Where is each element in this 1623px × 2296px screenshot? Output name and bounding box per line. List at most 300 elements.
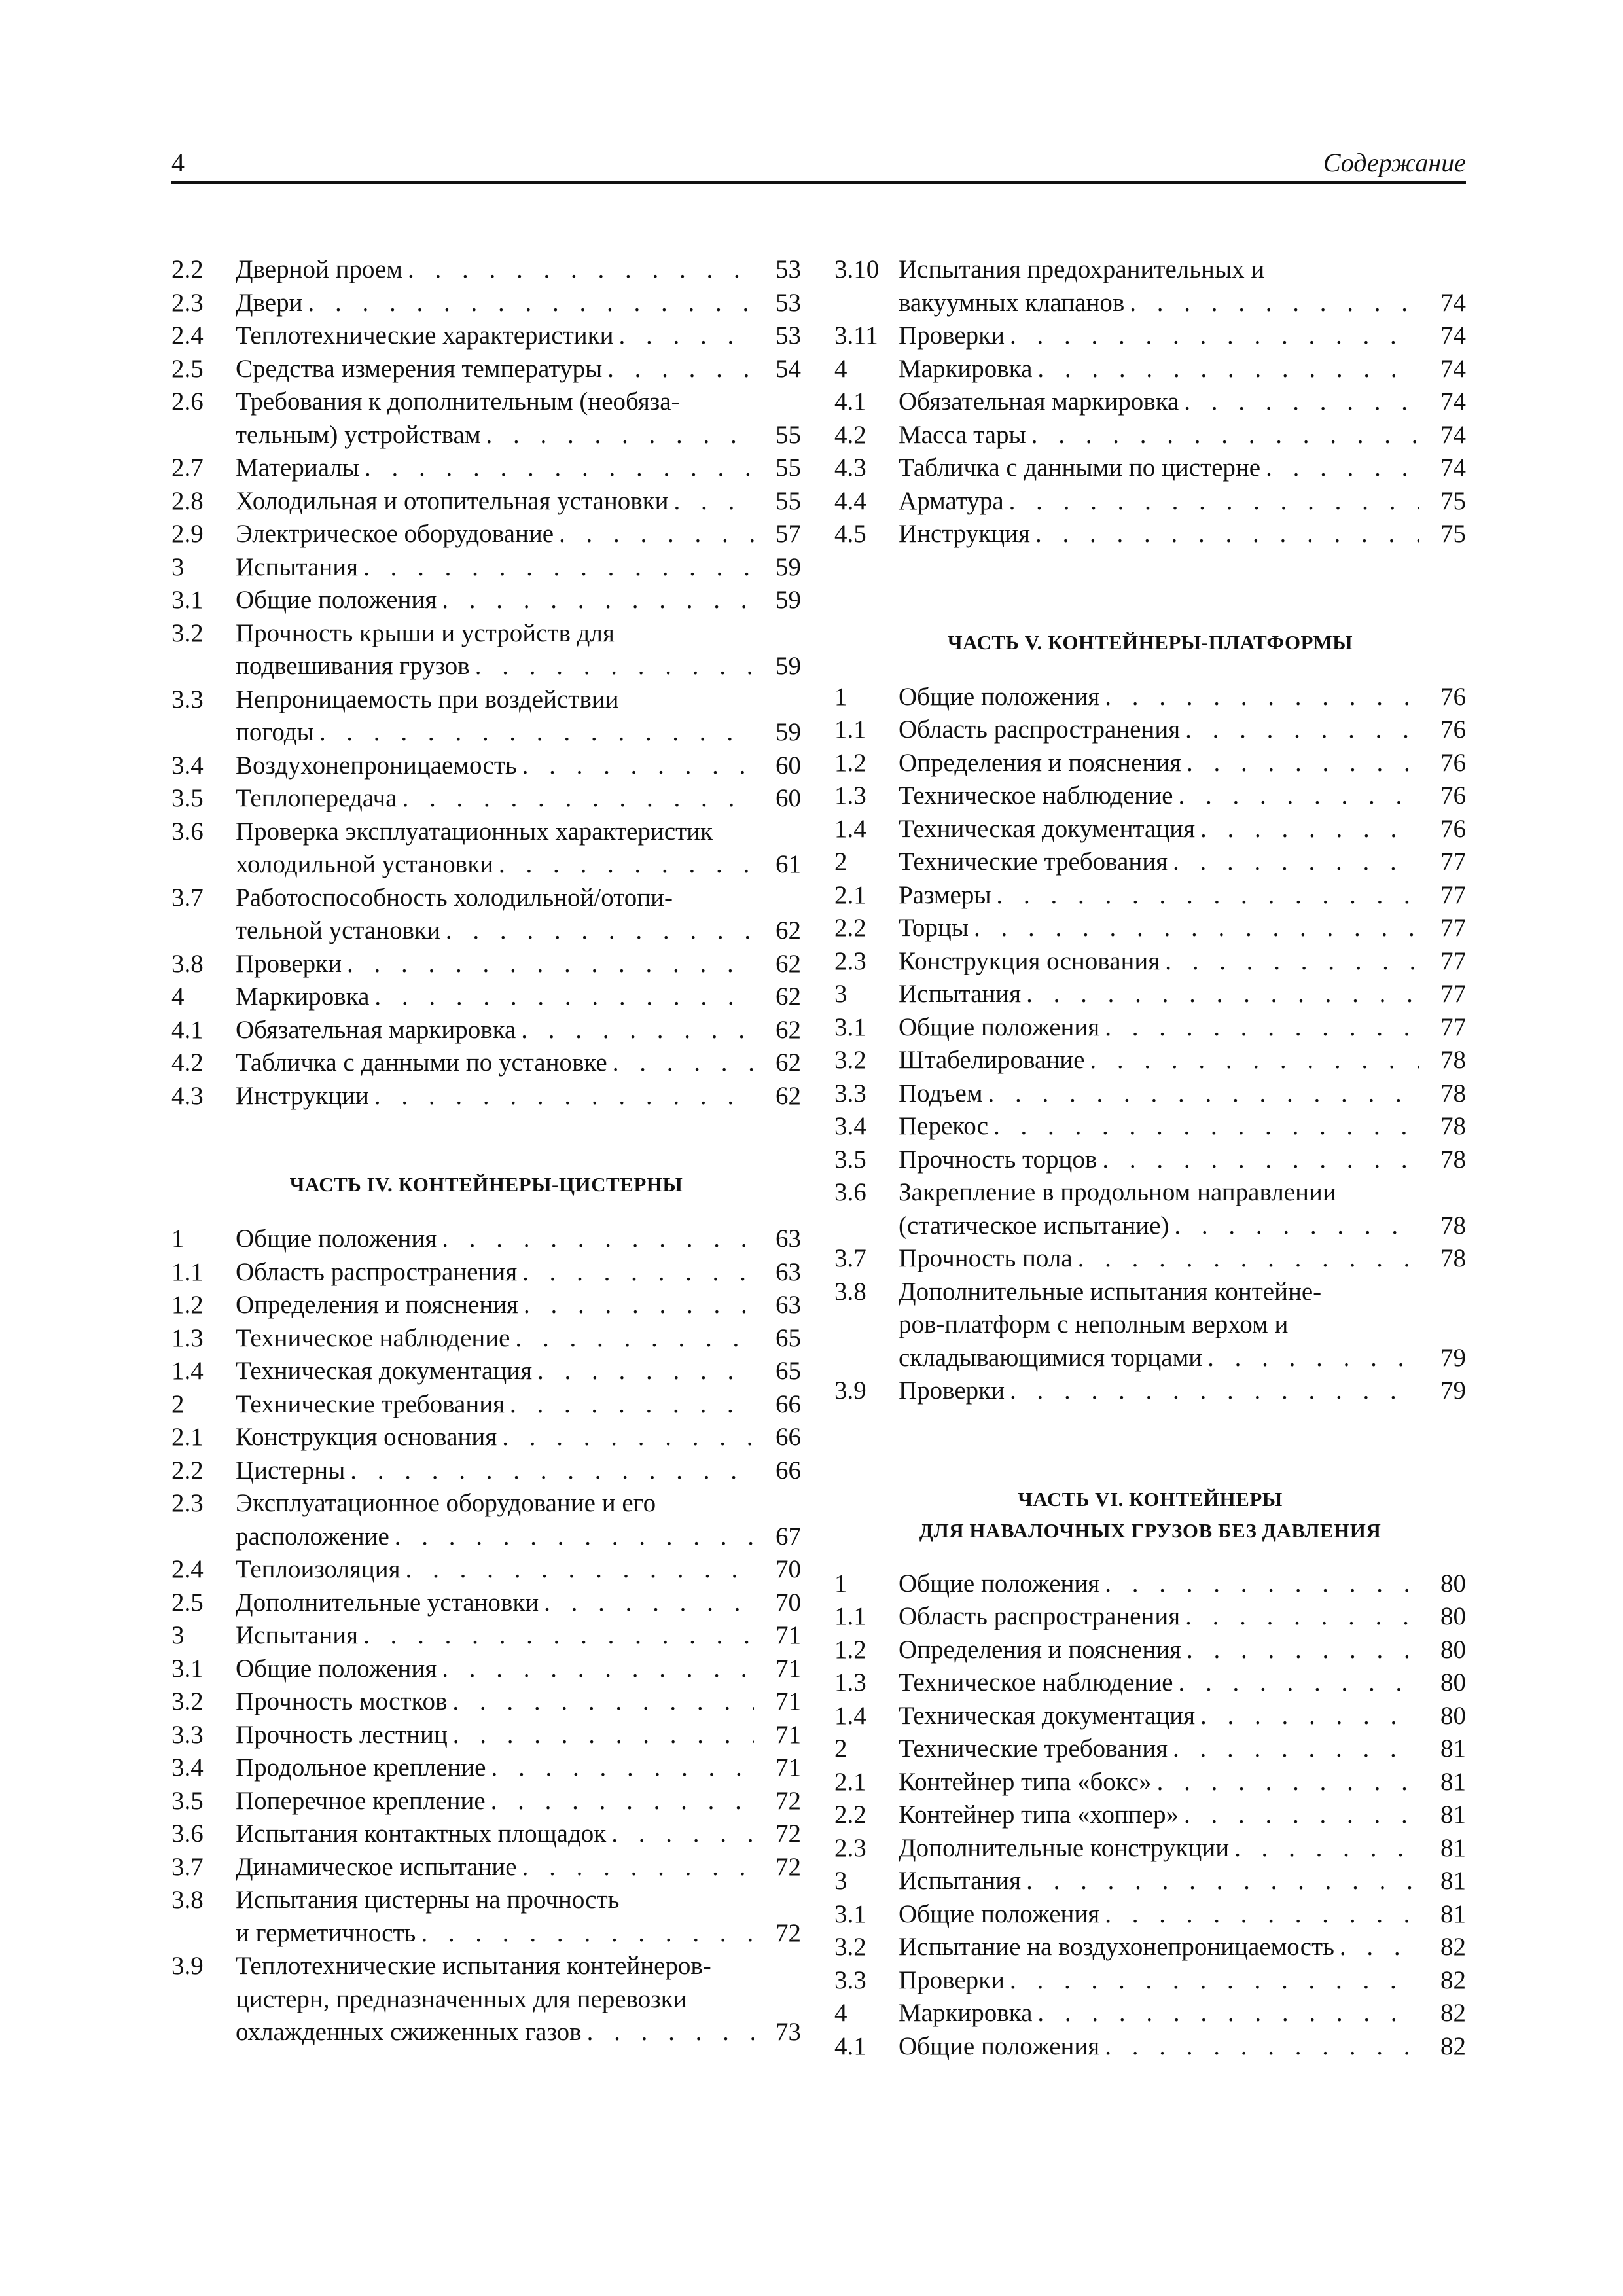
toc-entry-title-line — [899, 978, 1419, 1011]
toc-entry-title-line — [236, 1785, 754, 1818]
toc-entry — [171, 1014, 801, 1047]
dot-leader — [1195, 813, 1419, 846]
toc-entry-title-line — [236, 716, 754, 749]
toc-entry-title-text: Арматура — [899, 486, 1004, 515]
toc-entry — [171, 948, 801, 981]
toc-entry — [834, 1276, 1466, 1375]
toc-entry — [171, 584, 801, 617]
toc-entry-number: 2.2 — [171, 255, 204, 283]
toc-entry-page: 82 — [1440, 1965, 1466, 1994]
toc-entry-page: 59 — [776, 586, 801, 614]
toc-entry-title-text: Проверки — [236, 949, 342, 978]
toc-entry-title — [899, 1600, 1419, 1634]
toc-entry-number: 3.3 — [834, 1079, 866, 1107]
toc-entry-title-line — [899, 518, 1419, 551]
toc-entry-title — [236, 948, 754, 981]
toc-entry-title-text: Табличка с данными по установке — [236, 1049, 607, 1077]
toc-entry — [834, 1964, 1466, 1998]
toc-entry-page: 73 — [776, 2018, 801, 2046]
toc-entry-number: 4.2 — [834, 420, 866, 449]
toc-entry-title-line — [236, 518, 754, 551]
toc-list-continued-right — [834, 253, 1466, 551]
dot-leader — [607, 1047, 754, 1080]
toc-entry-page: 63 — [776, 1257, 801, 1286]
toc-entry-title — [236, 1289, 754, 1322]
toc-entry-title-text: холодильной установки — [236, 850, 494, 878]
dot-leader — [983, 1077, 1419, 1111]
toc-list-part-5 — [834, 681, 1466, 1408]
toc-entry — [171, 452, 801, 485]
toc-entry-title — [236, 749, 754, 783]
toc-entry — [171, 980, 801, 1014]
toc-entry-page: 80 — [1440, 1602, 1466, 1630]
toc-entry-page: 59 — [776, 718, 801, 746]
toc-entry-number: 2 — [834, 1734, 847, 1763]
toc-entry-title-line — [899, 1011, 1419, 1045]
toc-entry-number: 3.1 — [171, 586, 204, 614]
toc-entry-title-line — [899, 747, 1419, 780]
dot-leader — [991, 879, 1419, 912]
toc-entry-title-line — [236, 1619, 754, 1653]
toc-entry-title-text: Перекос — [899, 1112, 989, 1140]
toc-entry-title-text: Испытания контактных площадок — [236, 1820, 607, 1848]
toc-entry-title-line — [899, 1044, 1419, 1077]
toc-entry-number: 3.5 — [171, 1786, 204, 1815]
dot-leader — [358, 551, 754, 584]
toc-entry-title-text: Техническая документация — [899, 814, 1196, 843]
toc-entry-page: 77 — [1440, 914, 1466, 942]
toc-entry — [834, 1865, 1466, 1898]
toc-entry-title — [899, 253, 1419, 319]
toc-entry-title — [236, 683, 754, 749]
toc-entry-title-line — [899, 1865, 1419, 1898]
toc-entry-page: 65 — [776, 1357, 801, 1385]
toc-entry-title — [899, 386, 1419, 419]
toc-entry-title-line — [236, 948, 754, 981]
toc-entry-title-line — [899, 1666, 1419, 1700]
toc-entry-title — [899, 1666, 1419, 1700]
toc-entry-title-line — [899, 1799, 1419, 1832]
toc-entry-number: 3.1 — [171, 1654, 204, 1683]
toc-entry — [834, 1077, 1466, 1111]
dot-leader — [397, 782, 754, 816]
toc-entry-title — [236, 1388, 754, 1422]
toc-entry-number: 1.1 — [171, 1257, 204, 1286]
toc-entry-title — [899, 1044, 1419, 1077]
dot-leader — [1005, 1374, 1419, 1408]
toc-entry-title — [899, 1832, 1419, 1865]
toc-entry — [834, 1732, 1466, 1766]
toc-entry-title-line: цистерн, предназначенных для перевозки — [236, 1984, 687, 2013]
toc-entry-title-text: Определения и пояснения — [236, 1291, 519, 1319]
toc-entry-title — [236, 1950, 754, 2049]
toc-entry-title-line — [236, 1047, 754, 1080]
toc-entry-title — [899, 1898, 1419, 1931]
toc-entry-title-text: Теплотехнические характеристики — [236, 321, 614, 350]
toc-entry-title — [236, 485, 754, 518]
toc-list-continued — [171, 253, 801, 1113]
toc-entry-title — [236, 353, 754, 386]
dot-leader — [402, 253, 754, 287]
toc-entry — [834, 1110, 1466, 1143]
toc-entry-title — [899, 353, 1419, 386]
toc-entry-title-line — [236, 1653, 754, 1686]
toc-entry-page: 76 — [1440, 715, 1466, 744]
toc-entry-title-line — [899, 1931, 1419, 1964]
toc-entry-title — [899, 1143, 1419, 1177]
toc-entry — [834, 1666, 1466, 1700]
toc-entry-title-line — [899, 713, 1419, 747]
toc-entry — [834, 945, 1466, 978]
toc-entry-title-line — [899, 1898, 1419, 1931]
toc-entry — [171, 253, 801, 287]
toc-entry-page: 57 — [776, 520, 801, 548]
running-header — [171, 141, 1466, 184]
toc-entry-title-line — [899, 386, 1419, 419]
toc-entry-number: 4.3 — [834, 454, 866, 482]
toc-entry — [171, 782, 801, 816]
toc-entry-title-line — [236, 980, 754, 1014]
toc-entry-page: 72 — [776, 1820, 801, 1848]
toc-entry-number: 3.2 — [834, 1933, 866, 1961]
toc-entry — [834, 912, 1466, 945]
dot-leader — [1152, 1766, 1419, 1799]
toc-entry-page: 55 — [776, 420, 801, 449]
toc-entry-page: 77 — [1440, 880, 1466, 909]
toc-entry-number: 3.6 — [171, 817, 204, 846]
toc-entry-title-line — [236, 353, 754, 386]
toc-entry-page: 62 — [776, 916, 801, 944]
toc-entry-title-line: Испытания цистерны на прочность — [236, 1886, 620, 1914]
toc-entry-title — [236, 1454, 754, 1488]
toc-entry-title — [899, 518, 1419, 551]
toc-entry-title-line: Проверка эксплуатационных характеристик — [236, 817, 713, 846]
dot-leader — [1168, 846, 1419, 879]
toc-entry-title-text: Маркировка — [899, 1999, 1033, 2027]
dot-leader — [518, 1289, 754, 1322]
toc-entry-page: 61 — [776, 850, 801, 878]
toc-entry-title — [899, 2030, 1419, 2064]
dot-leader — [554, 518, 754, 551]
toc-entry-number: 3.3 — [171, 1720, 204, 1749]
toc-entry — [171, 1851, 801, 1884]
toc-entry-number: 2.2 — [834, 1801, 866, 1829]
dot-leader — [358, 1619, 754, 1653]
toc-entry-page: 55 — [776, 486, 801, 515]
toc-entry-title — [899, 1077, 1419, 1111]
toc-entry-title-line — [899, 912, 1419, 945]
toc-entry-number: 3.8 — [171, 949, 204, 978]
toc-entry-number: 4 — [171, 982, 185, 1011]
toc-entry — [171, 1950, 801, 2049]
toc-entry-page: 80 — [1440, 1635, 1466, 1664]
toc-entry-page: 74 — [1440, 354, 1466, 383]
toc-entry-title-text: вакуумных клапанов — [899, 288, 1125, 317]
toc-entry — [834, 978, 1466, 1011]
toc-entry-page: 76 — [1440, 781, 1466, 810]
toc-entry-title-text: Электрическое оборудование — [236, 520, 554, 548]
toc-entry-title — [899, 1276, 1419, 1375]
toc-entry — [171, 1653, 801, 1686]
toc-entry — [171, 1223, 801, 1256]
toc-entry — [171, 386, 801, 452]
toc-entry-title-text: Область распространения — [236, 1257, 518, 1286]
toc-entry — [834, 1898, 1466, 1931]
toc-entry-title-line — [236, 1685, 754, 1719]
toc-entry-title-line — [236, 1355, 754, 1388]
toc-entry-page: 74 — [1440, 387, 1466, 416]
toc-entry — [834, 813, 1466, 846]
toc-entry-page: 74 — [1440, 454, 1466, 482]
toc-entry-title-text: Общие положения — [236, 586, 437, 614]
toc-entry-title — [899, 780, 1419, 813]
toc-entry-number: 3.7 — [171, 1852, 204, 1881]
toc-entry-number: 3 — [834, 980, 847, 1008]
toc-entry-number: 4.3 — [171, 1081, 204, 1110]
dot-leader — [440, 914, 754, 948]
dot-leader — [1160, 945, 1419, 978]
toc-entry-title — [899, 1997, 1419, 2030]
toc-entry-page: 74 — [1440, 420, 1466, 449]
toc-entry — [171, 1256, 801, 1289]
toc-entry — [834, 1600, 1466, 1634]
toc-entry-title-text: Технические требования — [236, 1390, 505, 1418]
toc-entry-title-text: Дополнительные конструкции — [899, 1833, 1230, 1862]
toc-entry-title-line — [236, 749, 754, 783]
toc-entry-title — [899, 319, 1419, 353]
toc-entry-page: 78 — [1440, 1145, 1466, 1174]
toc-entry — [171, 749, 801, 783]
dot-leader — [668, 485, 754, 518]
dot-leader — [1124, 287, 1419, 320]
dot-leader — [1073, 1242, 1419, 1276]
toc-entry-title — [236, 1851, 754, 1884]
toc-entry-title-text: Штабелирование — [899, 1046, 1085, 1074]
toc-entry-number: 2.9 — [171, 520, 204, 548]
toc-entry-title-line — [236, 584, 754, 617]
toc-entry — [834, 1568, 1466, 1601]
dot-leader — [1202, 1342, 1419, 1375]
dot-leader — [486, 1751, 754, 1785]
toc-entry-title-line — [899, 1700, 1419, 1733]
dot-leader — [1032, 1997, 1419, 2030]
toc-entry-page: 62 — [776, 1049, 801, 1077]
dot-leader — [1030, 518, 1419, 551]
toc-entry-title-text: Область распространения — [899, 715, 1181, 744]
toc-entry-title-text: Общие положения — [236, 1654, 437, 1683]
toc-entry-title-line — [236, 1388, 754, 1422]
toc-entry — [171, 1553, 801, 1587]
toc-entry-title-line — [899, 1600, 1419, 1634]
toc-entry-number: 1 — [171, 1225, 185, 1253]
toc-entry-title-line — [899, 945, 1419, 978]
toc-entry-title-text: Прочность мостков — [236, 1687, 448, 1715]
toc-entry-number: 3.7 — [171, 883, 204, 912]
dot-leader — [606, 1818, 754, 1851]
toc-entry — [834, 1634, 1466, 1667]
toc-entry-number: 3.9 — [834, 1376, 866, 1405]
dot-leader — [437, 1653, 754, 1686]
toc-entry-title — [236, 617, 754, 683]
toc-entry-title-line — [236, 1587, 754, 1620]
toc-entry — [171, 1619, 801, 1653]
dot-leader — [302, 287, 754, 320]
toc-entry-title-text: Теплоизоляция — [236, 1555, 401, 1583]
dot-leader — [517, 1256, 754, 1289]
toc-entry-page: 72 — [776, 1786, 801, 1815]
toc-entry — [834, 452, 1466, 485]
toc-entry-title-line — [236, 452, 754, 485]
toc-entry-number: 3.10 — [834, 255, 880, 283]
toc-entry-number: 2 — [171, 1390, 185, 1418]
toc-entry-title — [899, 978, 1419, 1011]
toc-entry-title-line — [236, 1080, 754, 1113]
toc-entry-title-line — [236, 1454, 754, 1488]
toc-entry-title — [899, 452, 1419, 485]
toc-entry-title-line — [899, 1634, 1419, 1667]
toc-left-column — [171, 253, 801, 2049]
page-number: 4 — [171, 148, 185, 177]
toc-entry-page: 77 — [1440, 980, 1466, 1008]
dot-leader — [1180, 1600, 1419, 1634]
toc-entry-title-text: Дополнительные установки — [236, 1588, 539, 1617]
toc-entry-number: 4 — [834, 1999, 847, 2027]
toc-entry — [834, 1931, 1466, 1964]
dot-leader — [1099, 1898, 1419, 1931]
dot-leader — [369, 980, 754, 1014]
toc-entry — [834, 1176, 1466, 1242]
toc-entry — [171, 1751, 801, 1785]
toc-entry-title — [899, 1799, 1419, 1832]
toc-entry-title — [236, 1487, 754, 1553]
toc-entry-title-line — [236, 1818, 754, 1851]
toc-entry-title — [236, 882, 754, 948]
toc-entry-title — [899, 419, 1419, 452]
toc-entry-title — [899, 1242, 1419, 1276]
dot-leader — [1097, 1143, 1419, 1177]
toc-entry-number: 2.3 — [834, 946, 866, 975]
toc-entry-number: 4.5 — [834, 520, 866, 548]
toc-entry-page: 71 — [776, 1654, 801, 1683]
toc-entry-page: 66 — [776, 1456, 801, 1484]
toc-entry-number: 3 — [834, 1867, 847, 1895]
toc-entry-title-text: погоды — [236, 718, 314, 746]
toc-entry — [834, 1832, 1466, 1865]
toc-entry-page: 80 — [1440, 1701, 1466, 1730]
dot-leader — [1334, 1931, 1419, 1964]
toc-entry-number: 2.4 — [171, 321, 204, 350]
toc-entry-number: 3.4 — [171, 751, 204, 780]
toc-entry-number: 3.5 — [834, 1145, 866, 1174]
toc-entry-title-text: Область распространения — [899, 1602, 1181, 1630]
toc-entry-page: 60 — [776, 751, 801, 780]
toc-entry — [834, 879, 1466, 912]
toc-entry-number: 4.1 — [834, 387, 866, 416]
toc-entry-title-text: Испытания — [236, 552, 359, 581]
toc-entry-number: 1.2 — [171, 1291, 204, 1319]
toc-entry-number: 2.3 — [171, 1489, 204, 1517]
dot-leader — [1099, 1011, 1419, 1045]
toc-entry-title-line — [236, 319, 754, 353]
toc-entry-page: 70 — [776, 1588, 801, 1617]
toc-entry-title — [899, 713, 1419, 747]
dot-leader — [470, 650, 754, 683]
toc-entry-page: 80 — [1440, 1569, 1466, 1598]
toc-entry-title — [236, 1047, 754, 1080]
toc-entry-title-line — [236, 485, 754, 518]
dot-leader — [493, 848, 754, 882]
dot-leader — [1032, 353, 1419, 386]
toc-entry-page: 71 — [776, 1753, 801, 1782]
dot-leader — [447, 1685, 754, 1719]
dot-leader — [969, 912, 1419, 945]
toc-entry-title-line — [236, 914, 754, 948]
toc-entry-title-text: Прочность пола — [899, 1244, 1073, 1272]
toc-entry-title-text: Проверки — [899, 321, 1005, 350]
toc-entry-page: 78 — [1440, 1112, 1466, 1140]
toc-entry-title — [236, 980, 754, 1014]
toc-list-part-4 — [171, 1223, 801, 2049]
toc-entry-page: 74 — [1440, 321, 1466, 350]
toc-entry — [834, 1011, 1466, 1045]
toc-entry-title-text: Техническое наблюдение — [899, 781, 1173, 810]
toc-entry-page: 53 — [776, 255, 801, 283]
toc-entry-title-text: Проверки — [899, 1376, 1005, 1405]
toc-entry-title-line — [899, 1210, 1419, 1243]
toc-entry-page: 81 — [1440, 1833, 1466, 1862]
toc-entry-page: 59 — [776, 652, 801, 680]
toc-entry-page: 82 — [1440, 2032, 1466, 2060]
toc-entry-page: 81 — [1440, 1801, 1466, 1829]
dot-leader — [437, 1223, 754, 1256]
toc-entry-title — [899, 846, 1419, 879]
part-6-heading-line-1: ЧАСТЬ VI. КОНТЕЙНЕРЫ — [1018, 1487, 1283, 1511]
toc-entry-number: 3.4 — [834, 1112, 866, 1140]
toc-entry — [171, 353, 801, 386]
toc-entry — [834, 1242, 1466, 1276]
toc-entry-number: 1.1 — [834, 1602, 866, 1630]
part-6-heading — [834, 1484, 1466, 1547]
dot-leader — [613, 319, 754, 353]
toc-entry-number: 1.3 — [834, 781, 866, 810]
toc-entry-title-line — [899, 319, 1419, 353]
toc-entry — [834, 1700, 1466, 1733]
toc-entry-number: 4.4 — [834, 486, 866, 515]
dot-leader — [539, 1587, 754, 1620]
toc-entry — [171, 1421, 801, 1454]
dot-leader — [416, 1917, 754, 1950]
toc-entry-page: 71 — [776, 1720, 801, 1749]
toc-entry — [834, 485, 1466, 518]
toc-entry-page: 60 — [776, 784, 801, 812]
toc-entry-title — [236, 1785, 754, 1818]
toc-entry-title-line — [899, 287, 1419, 320]
toc-entry-number: 4.2 — [171, 1049, 204, 1077]
toc-entry-title — [236, 1080, 754, 1113]
toc-entry-title-line — [236, 1223, 754, 1256]
toc-entry-title-text: Поперечное крепление — [236, 1786, 486, 1815]
toc-entry-title — [236, 1818, 754, 1851]
toc-entry-title-line: Теплотехнические испытания контейнеров- — [236, 1952, 711, 1980]
toc-entry-title — [236, 1653, 754, 1686]
toc-entry — [834, 253, 1466, 319]
toc-entry-title — [899, 1011, 1419, 1045]
dot-leader — [1229, 1832, 1419, 1865]
toc-entry-title-line — [899, 1766, 1419, 1799]
toc-entry-number: 3.6 — [834, 1178, 866, 1206]
toc-entry-title-line — [899, 1832, 1419, 1865]
toc-entry-number: 2.1 — [834, 880, 866, 909]
